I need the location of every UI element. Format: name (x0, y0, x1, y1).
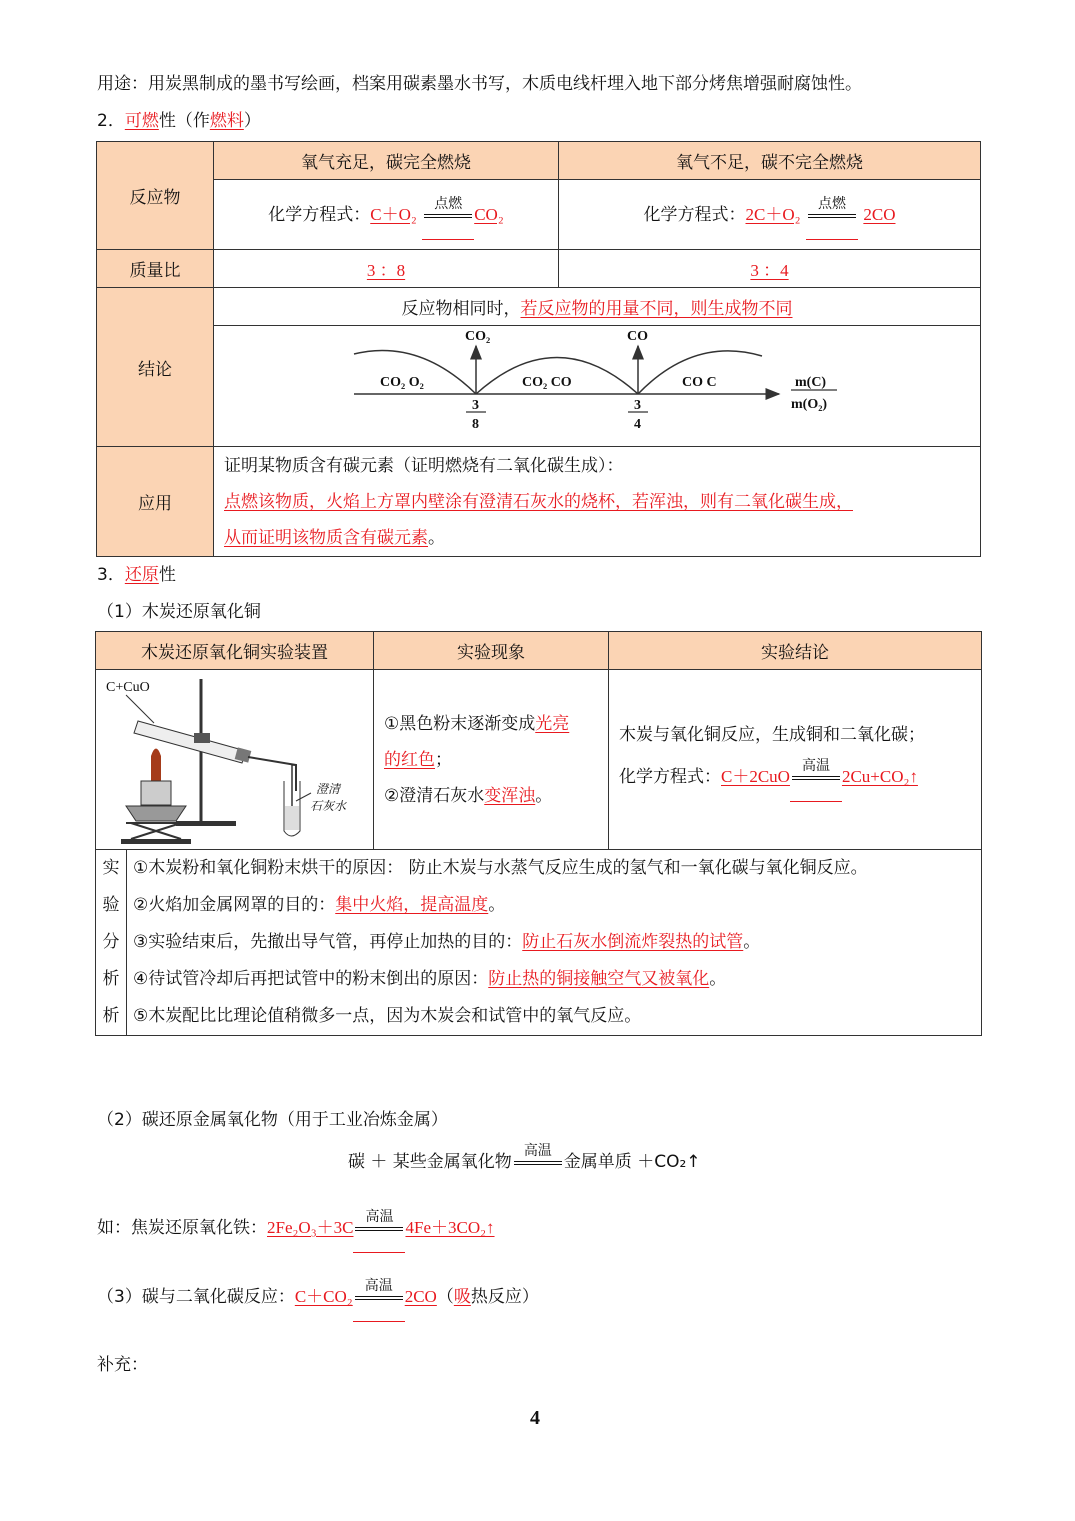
product-diagram (214, 326, 981, 446)
eq-left: C＋CO₂ (294, 1287, 353, 1306)
analysis-label (96, 850, 127, 1036)
subsection-3 (97, 1275, 539, 1319)
analysis-cell (127, 850, 982, 1036)
sub3-post-pre: （ (436, 1287, 454, 1307)
analysis-3-end: 。 (743, 932, 761, 952)
col-header-conclusion: 实验结论 (609, 632, 982, 670)
apparatus-cell (96, 670, 374, 850)
apparatus-label-lime-1: 澄清 (316, 781, 341, 796)
conclusion-pre: 反应物相同时， (401, 299, 521, 319)
fraction-1-num: 3 (472, 398, 479, 413)
subsection-2: （2）碳还原金属氧化物（用于工业冶炼金属） (97, 1110, 448, 1130)
segment-1-label: CO₂ O₂ (380, 375, 424, 390)
blank-endothermic: 吸 (453, 1287, 471, 1307)
condition-arrow (422, 193, 474, 237)
eq-label: 化学方程式： (619, 767, 721, 787)
page-number: 4 (530, 1407, 540, 1429)
condition-text: 高温 (523, 1143, 552, 1159)
col-header-complete: 氧气充足，碳完全燃烧 (214, 142, 559, 180)
conclusion-cell (609, 670, 982, 850)
eq-right: CO₂ (474, 204, 504, 224)
eq-left: 2C＋O₂ (745, 204, 801, 224)
example-pre: 如：焦炭还原氧化铁： (97, 1218, 267, 1238)
analysis-char: 析 (102, 1006, 120, 1026)
analysis-3: ③实验结束后，先撤出导气管，再停止加热的目的： (133, 932, 523, 952)
equation-incomplete (559, 180, 981, 250)
condition-arrow (353, 1206, 405, 1250)
application-line-3: 从而证明该物质含有碳元素 (224, 527, 428, 548)
row-header-reactant: 反应物 (97, 142, 214, 250)
intro-line: 用途：用炭黑制成的墨书写绘画，档案用碳素墨水书写，木质电线杆埋入地下部分烤焦增强耐腐蚀性。 (97, 74, 862, 94)
phenomenon-cell (374, 670, 609, 850)
conclusion-line: 木炭与氧化铜反应，生成铜和二氧化碳； (619, 725, 925, 745)
axis-label-num: m(C) (795, 375, 827, 390)
conclusion-text (214, 288, 981, 326)
obs-1-end: ； (435, 749, 452, 770)
eq-right: 2CO (404, 1287, 437, 1306)
gen-eq-left: 碳 ＋ 某些金属氧化物 (348, 1152, 512, 1172)
section-2-heading (97, 106, 261, 131)
analysis-2: ②火焰加金属网罩的目的： (133, 895, 336, 915)
analysis-4-end: 。 (709, 969, 727, 989)
mass-ratio-incomplete: 3 ：4 (750, 261, 789, 280)
reduction-table (95, 631, 982, 1036)
fraction-1-den: 8 (472, 417, 479, 432)
apparatus-label-reactants: C+CuO (106, 679, 150, 695)
eq-left: 2Fe₂O₃＋3C (267, 1218, 354, 1237)
section-text: 性（作 (158, 111, 210, 131)
blank-reduction: 还原 (124, 565, 159, 585)
segment-3-label: CO C (682, 375, 717, 390)
analysis-3-blank: 防止石灰水倒流炸裂热的试管 (522, 932, 744, 952)
eq-left: C＋2CuO (721, 767, 790, 786)
condition-text: 点燃 (434, 195, 463, 212)
condition-arrow (353, 1275, 405, 1319)
analysis-2-blank: 集中火焰，提高温度 (335, 895, 489, 915)
row-header-conclusion: 结论 (97, 288, 214, 447)
sub3-pre: （3）碳与二氧化碳反应： (97, 1287, 295, 1307)
application-line-2: 点燃该物质，火焰上方罩内壁涂有澄清石灰水的烧杯，若浑浊，则有二氧化碳生成， (224, 491, 853, 512)
obs-2-blank: 变浑浊 (484, 785, 536, 806)
condition-arrow (512, 1140, 564, 1184)
eq-right: 2CO (863, 204, 896, 224)
mass-ratio-complete: 3 ：8 (366, 261, 406, 280)
fraction-2-den: 4 (634, 417, 641, 432)
label-co2-top: CO₂ (465, 329, 491, 344)
apparatus-label-lime-2: 石灰水 (310, 798, 347, 813)
condition-arrow (790, 755, 842, 799)
conclusion-blank: 若反应物的用量不同，则生成物不同 (520, 299, 793, 319)
analysis-2-end: 。 (488, 895, 506, 915)
row-header-mass: 质量比 (97, 250, 214, 288)
blank-fuel: 燃料 (209, 111, 244, 131)
equation-complete (214, 180, 559, 250)
obs-1: ①黑色粉末逐渐变成 (384, 713, 536, 734)
analysis-5: ⑤木炭配比比理论值稍微多一点，因为木炭会和试管中的氧气反应。 (133, 1006, 642, 1026)
condition-text: 高温 (365, 1209, 394, 1225)
sub3-post-end: 热反应） (470, 1287, 539, 1307)
application-text (214, 447, 981, 557)
analysis-4-blank: 防止热的铜接触空气又被氧化 (488, 969, 710, 989)
product-diagram-cell (214, 326, 981, 447)
gen-eq-right: 金属单质 ＋CO₂↑ (563, 1152, 701, 1172)
analysis-char: 析 (102, 969, 120, 989)
application-line-1: 证明某物质含有碳元素（证明燃烧有二氧化碳生成）： (224, 455, 624, 476)
obs-2: ②澄清石灰水 (384, 785, 485, 806)
section-number: 3． (97, 565, 125, 585)
subsection-1: （1）木炭还原氧化铜 (97, 602, 261, 622)
example-equation (97, 1206, 495, 1250)
fraction-2-num: 3 (634, 398, 641, 413)
combustion-table (96, 141, 981, 557)
condition-arrow (806, 193, 858, 237)
segment-2-label: CO₂ CO (522, 375, 572, 390)
application-end: 。 (428, 527, 445, 548)
supplement-label: 补充： (97, 1355, 148, 1375)
eq-label: 化学方程式： (643, 204, 746, 225)
condition-text: 高温 (364, 1278, 393, 1294)
section-3-heading (97, 560, 176, 585)
condition-text: 高温 (801, 758, 830, 774)
obs-2-end: 。 (535, 785, 553, 806)
section-number: 2． (97, 111, 125, 131)
analysis-char: 验 (102, 895, 120, 915)
eq-right: 2Cu+CO₂↑ (841, 767, 918, 786)
obs-1-blank: 光亮 (535, 713, 570, 734)
section-text: 性 (158, 565, 176, 585)
eq-label: 化学方程式： (268, 204, 371, 225)
col-header-apparatus: 木炭还原氧化铜实验装置 (96, 632, 374, 670)
row-header-application: 应用 (97, 447, 214, 557)
analysis-1: ①木炭粉和氧化铜粉末烘干的原因： 防止木炭与水蒸气反应生成的氢气和一氧化碳与氧化铜反应。 (133, 858, 868, 878)
blank-flammable: 可燃 (124, 111, 159, 131)
label-co-top: CO (627, 329, 648, 344)
axis-label-den: m(O₂) (791, 397, 828, 412)
condition-text: 点燃 (817, 195, 846, 212)
eq-left: C＋O₂ (370, 204, 417, 224)
col-header-phenomenon: 实验现象 (374, 632, 609, 670)
general-equation (348, 1140, 701, 1184)
section-text-end: ） (243, 111, 261, 131)
analysis-char: 实 (102, 858, 120, 878)
analysis-char: 分 (102, 932, 120, 952)
analysis-4: ④待试管冷却后再把试管中的粉末倒出的原因： (133, 969, 489, 989)
col-header-incomplete: 氧气不足，碳不完全燃烧 (559, 142, 981, 180)
obs-1-blank-cont: 的红色 (384, 749, 435, 770)
eq-right: 4Fe＋3CO₂↑ (405, 1218, 495, 1237)
apparatus-illustration (96, 671, 372, 849)
